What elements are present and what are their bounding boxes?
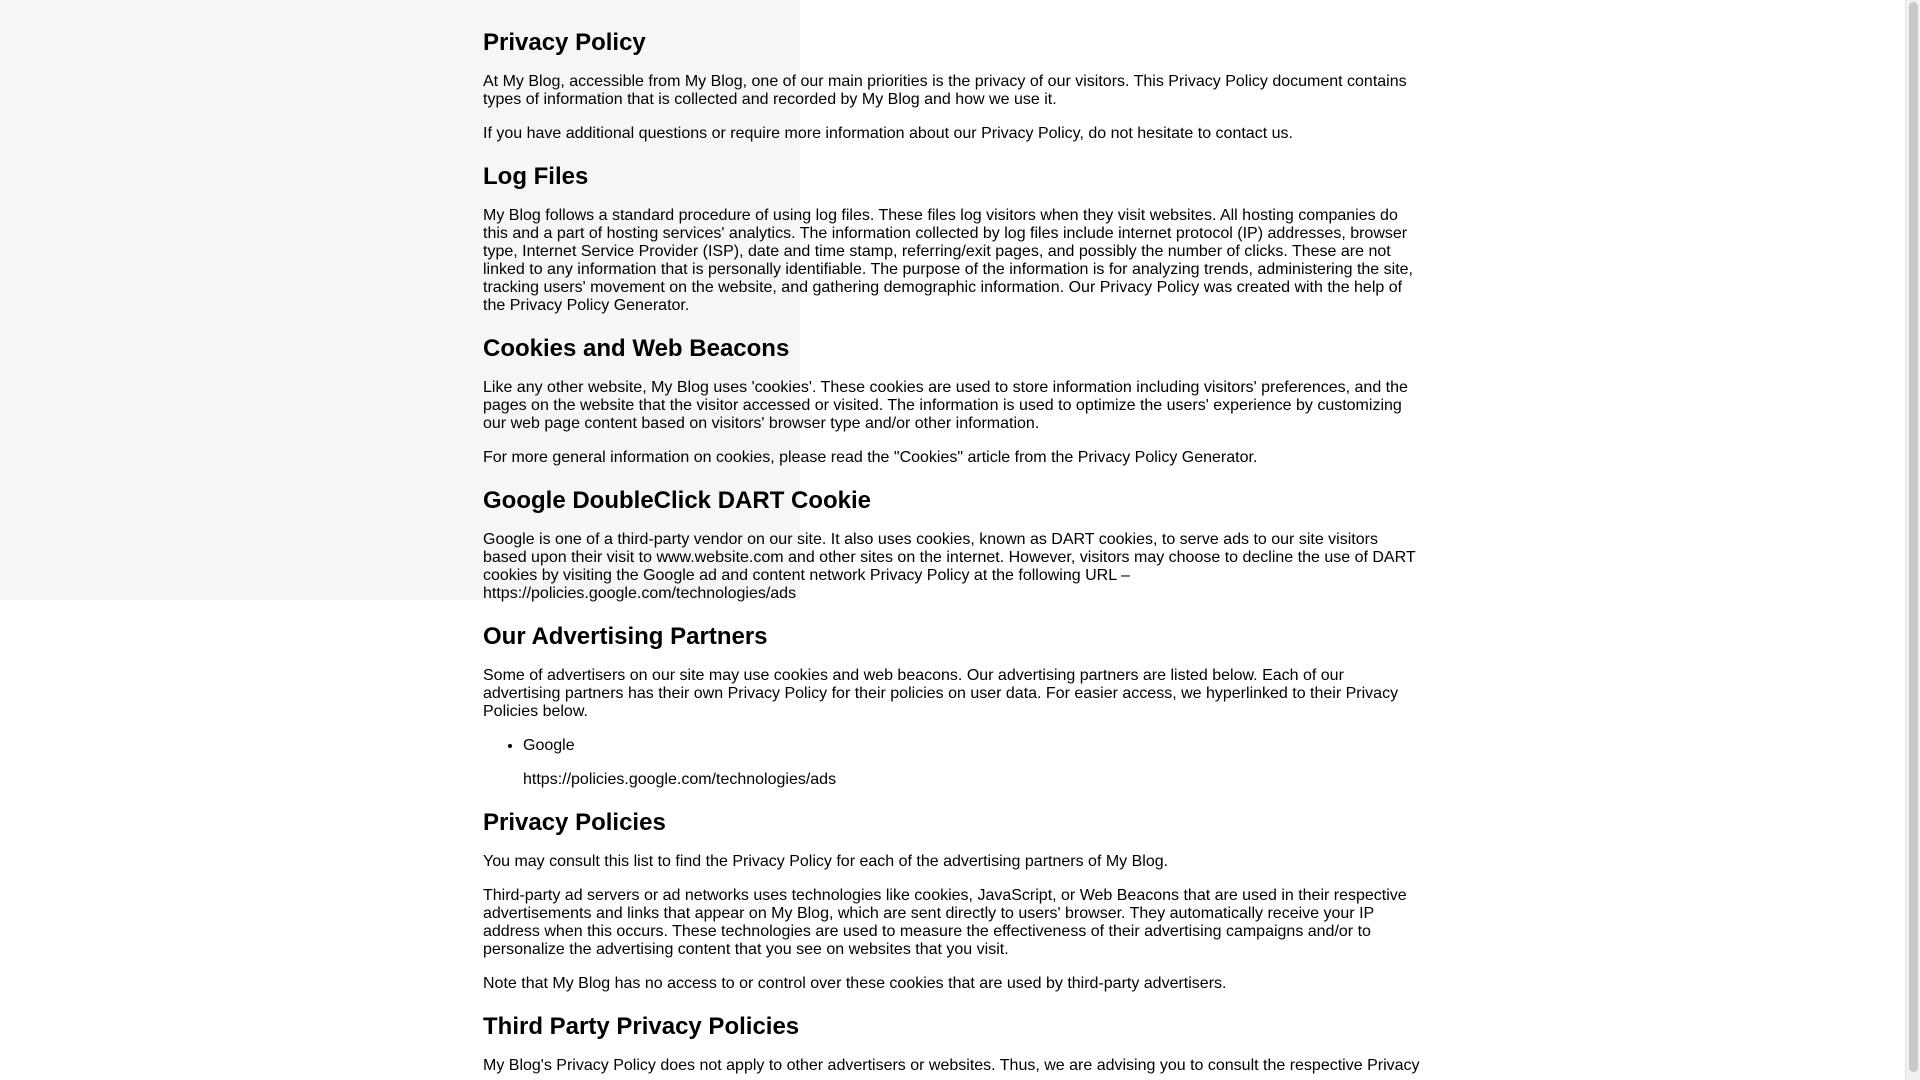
third-party-paragraph: My Blog's Privacy Policy does not apply to other advertisers or websites. Thus, we are advising you to consult the respective Privacy: [483, 1057, 1420, 1074]
third-party-heading: Third Party Privacy Policies: [483, 1013, 800, 1040]
privacy-policy-document: [483, 0, 1423, 1080]
scrollbar-thumb[interactable]: [1909, 2, 1918, 1072]
list-item: [523, 737, 1423, 789]
partner-url: https://policies.google.com/technologies/ads: [523, 771, 837, 788]
cookies-paragraph-2: For more general information on cookies, please read the "Cookies" article from the Privacy Policy Generator.: [483, 449, 1258, 466]
privacy-policies-section: [483, 809, 1423, 993]
dart-cookie-heading: Google DoubleClick DART Cookie: [483, 487, 872, 514]
privacy-policies-heading: Privacy Policies: [483, 809, 666, 836]
cookies-paragraph-1: Like any other website, My Blog uses 'cookies'. These cookies are used to store information including visitors' preferences, and the pages on the website that the visitor accessed or visited. The information is used to optimize the users' experience by customizing our web page content based on visitors' browser type and/or other information.: [483, 379, 1408, 432]
third-party-section: [483, 1013, 1423, 1075]
advertising-partners-section: [483, 623, 1423, 789]
privacy-policies-paragraph-2: Third-party ad servers or ad networks uses technologies like cookies, JavaScript, or Web Beacons that are used in their respective advertisements and links that appear on My Blog, which are sent directly to users' browser. They automatically receive your IP address when this occurs. These technologies are used to measure the effectiveness of their advertising campaigns and/or to personalize the advertising content that you see on websites that you visit.: [483, 887, 1407, 958]
intro-paragraph-1: At My Blog, accessible from My Blog, one of our main priorities is the privacy of our visitors. This Privacy Policy document contains types of information that is collected and recorded by My Blog and how we use it.: [483, 73, 1407, 108]
page-title: Privacy Policy: [483, 29, 646, 56]
dart-cookie-paragraph: Google is one of a third-party vendor on our site. It also uses cookies, known as DART cookies, to serve ads to our site visitors based upon their visit to www.website.com and other sites on the internet. However, visitors may choose to decline the use of DART cookies by visiting the Google ad and content network Privacy Policy at the following URL – https://policies.google.com/technologies/ads: [483, 531, 1416, 602]
vertical-scrollbar[interactable]: [1905, 0, 1920, 1080]
advertising-partners-paragraph: Some of advertisers on our site may use cookies and web beacons. Our advertising partners are listed below. Each of our advertising partners has their own Privacy Policy for their policies on user data. For easier access, we hyperlinked to their Privacy Policies below.: [483, 667, 1399, 720]
dart-cookie-section: [483, 487, 1423, 603]
log-files-section: [483, 163, 1423, 315]
cookies-section: [483, 335, 1423, 467]
privacy-policies-paragraph-1: You may consult this list to find the Privacy Policy for each of the advertising partners of My Blog.: [483, 853, 1169, 870]
cookies-heading: Cookies and Web Beacons: [483, 335, 790, 362]
log-files-heading: Log Files: [483, 163, 589, 190]
intro-paragraph-2: If you have additional questions or require more information about our Privacy Policy, do not hesitate to contact us.: [483, 125, 1293, 142]
privacy-policies-paragraph-3: Note that My Blog has no access to or control over these cookies that are used by third-party advertisers.: [483, 975, 1227, 992]
advertising-partners-list: [483, 737, 1423, 789]
partner-name: • Google: [523, 737, 575, 754]
log-files-paragraph: My Blog follows a standard procedure of using log files. These files log visitors when they visit websites. All hosting companies do this and a part of hosting services' analytics. The information collected by log files include internet protocol (IP) addresses, browser type, Internet Service Provider (ISP), date and time stamp, referring/exit pages, and possibly the number of clicks. These are not linked to any information that is personally identifiable. The purpose of the information is for analyzing trends, administering the site, tracking users' movement on the website, and gathering demographic information. Our Privacy Policy was created with the help of the Privacy Policy Generator.: [483, 207, 1413, 314]
advertising-partners-heading: Our Advertising Partners: [483, 623, 768, 650]
